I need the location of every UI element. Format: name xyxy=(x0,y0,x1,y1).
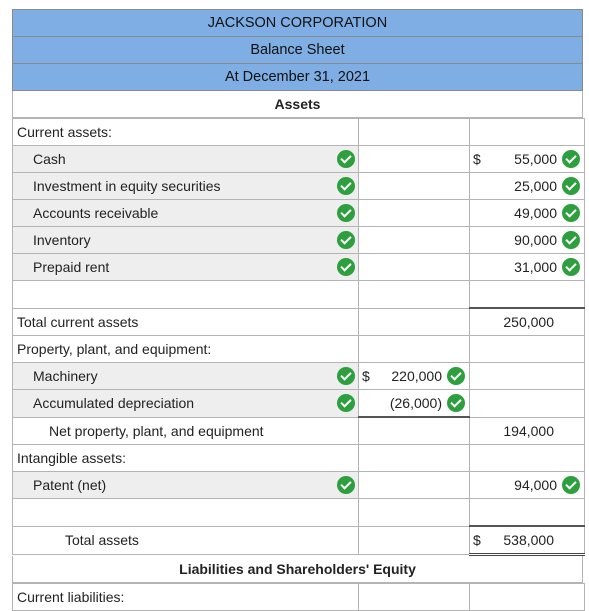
net-ppe-label: Net property, plant, and equipment xyxy=(49,422,264,439)
table-row xyxy=(13,308,585,336)
dollar-sign: $ xyxy=(473,532,481,548)
prepaid-label: Prepaid rent xyxy=(33,259,110,275)
total-current-amount: 250,000 xyxy=(503,314,554,330)
dollar-sign: $ xyxy=(473,151,481,167)
table-row xyxy=(13,227,585,254)
inventory-label: Inventory xyxy=(33,232,91,248)
table-row xyxy=(13,472,585,499)
net-ppe-amount: 194,000 xyxy=(503,422,554,439)
check-icon xyxy=(337,177,355,195)
table-row xyxy=(13,173,585,200)
check-icon xyxy=(562,258,580,276)
receivable-amount[interactable]: 49,000 xyxy=(514,205,557,221)
check-icon xyxy=(562,231,580,249)
table-row xyxy=(13,445,585,472)
table-row xyxy=(13,526,585,555)
current-assets-label: Current assets: xyxy=(17,124,112,140)
company-name: JACKSON CORPORATION xyxy=(12,9,583,36)
table-row xyxy=(13,200,585,227)
liabilities-heading: Liabilities and Shareholders' Equity xyxy=(12,556,583,583)
total-assets-amount: 538,000 xyxy=(503,532,554,548)
check-icon xyxy=(562,150,580,168)
ppe-label: Property, plant, and equipment: xyxy=(17,341,212,357)
assets-table xyxy=(12,118,585,556)
check-icon xyxy=(337,367,355,385)
prepaid-amount[interactable]: 31,000 xyxy=(514,259,557,275)
table-row xyxy=(13,390,585,418)
table-row xyxy=(13,119,585,146)
total-assets-label: Total assets xyxy=(65,531,139,548)
check-icon xyxy=(562,177,580,195)
investment-label: Investment in equity securities xyxy=(33,178,221,194)
intangible-label: Intangible assets: xyxy=(17,450,126,466)
liabilities-table xyxy=(12,583,585,611)
current-liabilities-label: Current liabilities: xyxy=(17,589,125,605)
table-row xyxy=(13,336,585,363)
patent-label: Patent (net) xyxy=(33,477,107,493)
check-icon xyxy=(337,231,355,249)
statement-title: Balance Sheet xyxy=(12,36,583,63)
check-icon xyxy=(337,394,355,412)
table-row xyxy=(13,499,585,527)
check-icon xyxy=(337,204,355,222)
balance-sheet xyxy=(12,9,583,611)
check-icon xyxy=(447,367,465,385)
statement-date: At December 31, 2021 xyxy=(12,63,583,91)
table-row xyxy=(13,363,585,390)
table-row xyxy=(13,254,585,281)
check-icon xyxy=(337,476,355,494)
check-icon xyxy=(562,476,580,494)
inventory-amount[interactable]: 90,000 xyxy=(514,232,557,248)
table-row xyxy=(13,281,585,309)
machinery-amount[interactable]: 220,000 xyxy=(391,368,442,384)
patent-amount[interactable]: 94,000 xyxy=(514,477,557,493)
depreciation-label: Accumulated depreciation xyxy=(33,395,195,411)
total-current-label: Total current assets xyxy=(17,313,139,330)
depreciation-amount[interactable]: (26,000) xyxy=(389,395,442,411)
table-row xyxy=(13,584,585,611)
check-icon xyxy=(447,394,465,412)
assets-heading: Assets xyxy=(12,91,583,118)
receivable-label: Accounts receivable xyxy=(33,205,159,221)
table-row xyxy=(13,417,585,445)
table-row xyxy=(13,146,585,173)
machinery-label: Machinery xyxy=(33,368,98,384)
dollar-sign: $ xyxy=(362,368,370,384)
check-icon xyxy=(562,204,580,222)
investment-amount[interactable]: 25,000 xyxy=(514,178,557,194)
cash-label: Cash xyxy=(33,151,66,167)
check-icon xyxy=(337,150,355,168)
cash-amount[interactable]: 55,000 xyxy=(514,151,557,167)
check-icon xyxy=(337,258,355,276)
